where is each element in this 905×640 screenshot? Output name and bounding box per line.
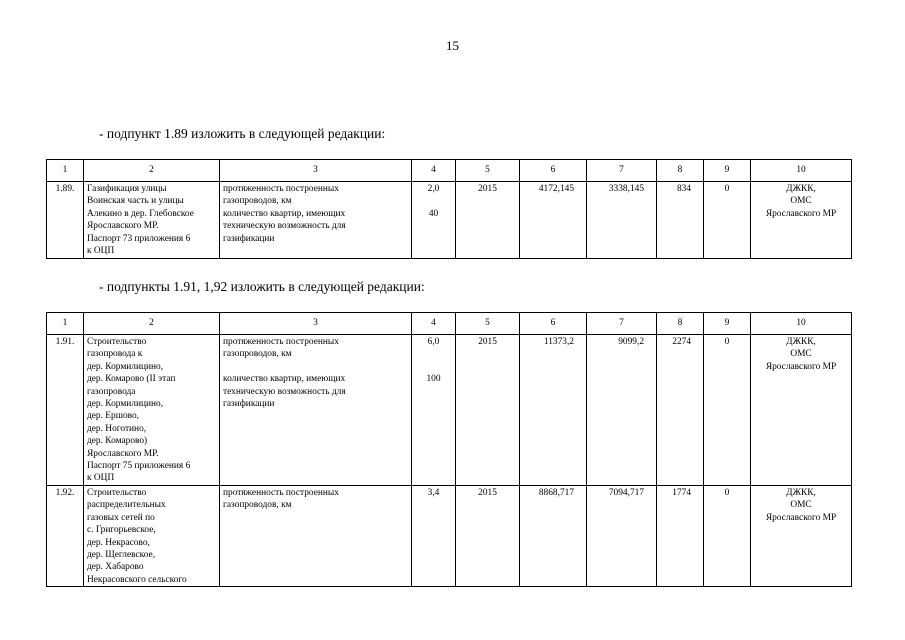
text-line: Строительство [87,487,147,498]
col7-cell: 9099,2 [587,335,657,486]
text-line: к ОЦП [87,246,115,257]
column-header: 8 [657,313,704,335]
section2-heading: - подпункты 1.91, 1,92 изложить в следующей редакции: [99,279,425,294]
measure-name [84,485,220,586]
indicator-text [220,335,412,486]
total-cell: 4172,145 [520,182,587,259]
text-line: ОМС [790,349,812,360]
text-line: Паспорт 75 приложения 6 [87,461,191,472]
text-line: Алекино в дер. Глебовское [87,208,194,219]
text-line: распределительных [87,500,166,511]
indicator-value: 100 [426,374,441,385]
indicator-text [220,485,412,586]
column-header: 4 [412,160,456,182]
text-line: количество квартир, имеющих [223,208,346,219]
text-line: количество квартир, имеющих [223,374,346,385]
text-line: газопроводов, км [223,196,292,207]
text-line: протяженность построенных [223,337,339,347]
column-header: 10 [751,160,852,182]
column-header: 6 [520,313,587,335]
table-row [47,182,852,259]
text-line: Ярославского МР [765,361,837,372]
text-line: Ярославского МР. [87,448,159,459]
text-line: техническую возможность для [223,221,346,232]
indicator-value: 2,0 [427,184,440,194]
row-number: 1.89. [47,182,84,259]
text-line: дер. Кормилицино, [87,399,164,410]
text-line: дер. Некрасово, [87,537,150,548]
year-cell: 2015 [456,335,520,486]
col8-cell: 2274 [657,335,704,486]
text-line: газовых сетей по [87,512,155,523]
text-line: газопроводов, км [223,349,292,360]
column-header: 5 [456,313,520,335]
section1-heading: - подпункт 1.89 изложить в следующей редакции: [99,126,386,141]
indicator-value: 40 [428,208,439,219]
text-line: дер. Комарово (II этап [87,374,176,385]
text-line: ОМС [790,196,812,207]
table-header-row [47,313,852,335]
column-header: 9 [704,160,751,182]
table-1 [46,159,852,259]
table-2 [46,312,852,587]
total-cell: 8868,717 [520,485,587,586]
text-line: Строительство [87,337,147,347]
text-line: Ярославского МР [765,512,837,523]
text-line: ДЖКК, [786,184,816,194]
text-line: Ярославского МР [765,208,837,219]
table-row [47,485,852,586]
indicator-values [412,182,456,259]
measure-name [84,335,220,486]
text-line: Некрасовского сельского [87,574,187,585]
executor-cell [751,182,852,259]
text-line: дер. Щеглевское, [87,549,156,560]
table-header-row [47,160,852,182]
column-header: 7 [587,313,657,335]
text-line: протяженность построенных [223,487,339,498]
column-header: 6 [520,160,587,182]
text-line: дер. Ершово, [87,411,140,422]
col9-cell: 0 [704,335,751,486]
col8-cell: 1774 [657,485,704,586]
text-line: Паспорт 73 приложения 6 [87,233,191,244]
text-line: Газификация улицы [87,184,167,194]
column-header: 7 [587,160,657,182]
indicator-value: 3,4 [427,487,440,498]
page-number: 15 [446,38,459,53]
year-cell: 2015 [456,485,520,586]
text-line: газификации [223,399,275,410]
column-header: 2 [84,313,220,335]
row-number: 1.91. [47,335,84,486]
column-header: 4 [412,313,456,335]
text-line: газификации [223,233,275,244]
column-header: 3 [220,160,412,182]
text-line: Ярославского МР. [87,221,159,232]
col8-cell: 834 [657,182,704,259]
text-line: дер. Ноготино, [87,423,147,434]
column-header: 1 [47,313,84,335]
column-header: 9 [704,313,751,335]
column-header: 5 [456,160,520,182]
col7-cell: 7094,717 [587,485,657,586]
text-line: с. Григорьевское, [87,525,156,536]
text-line: газопроводов, км [223,500,292,511]
column-header: 10 [751,313,852,335]
col9-cell: 0 [704,485,751,586]
table-row [47,335,852,486]
year-cell: 2015 [456,182,520,259]
indicator-values [412,335,456,486]
total-cell: 11373,2 [520,335,587,486]
column-header: 3 [220,313,412,335]
col7-cell: 3338,145 [587,182,657,259]
executor-cell [751,335,852,486]
text-line: газопровода к [87,349,143,360]
text-line: протяженность построенных [223,184,339,194]
indicator-values [412,485,456,586]
text-line: дер. Кормилицино, [87,361,164,372]
measure-name [84,182,220,259]
text-line: дер. Хабарово [87,562,144,573]
executor-cell [751,485,852,586]
text-line: техническую возможность для [223,386,346,397]
text-line: дер. Комарово) [87,436,148,447]
column-header: 1 [47,160,84,182]
text-line: ДЖКК, [786,337,816,347]
col9-cell: 0 [704,182,751,259]
text-line: газопровода [87,386,136,397]
text-line: Воинская часть и улицы [87,196,184,207]
column-header: 8 [657,160,704,182]
row-number: 1.92. [47,485,84,586]
text-line: к ОЦП [87,473,115,484]
indicator-text [220,182,412,259]
column-header: 2 [84,160,220,182]
text-line: ОМС [790,500,812,511]
text-line: ДЖКК, [786,487,816,498]
indicator-value: 6,0 [427,337,440,347]
